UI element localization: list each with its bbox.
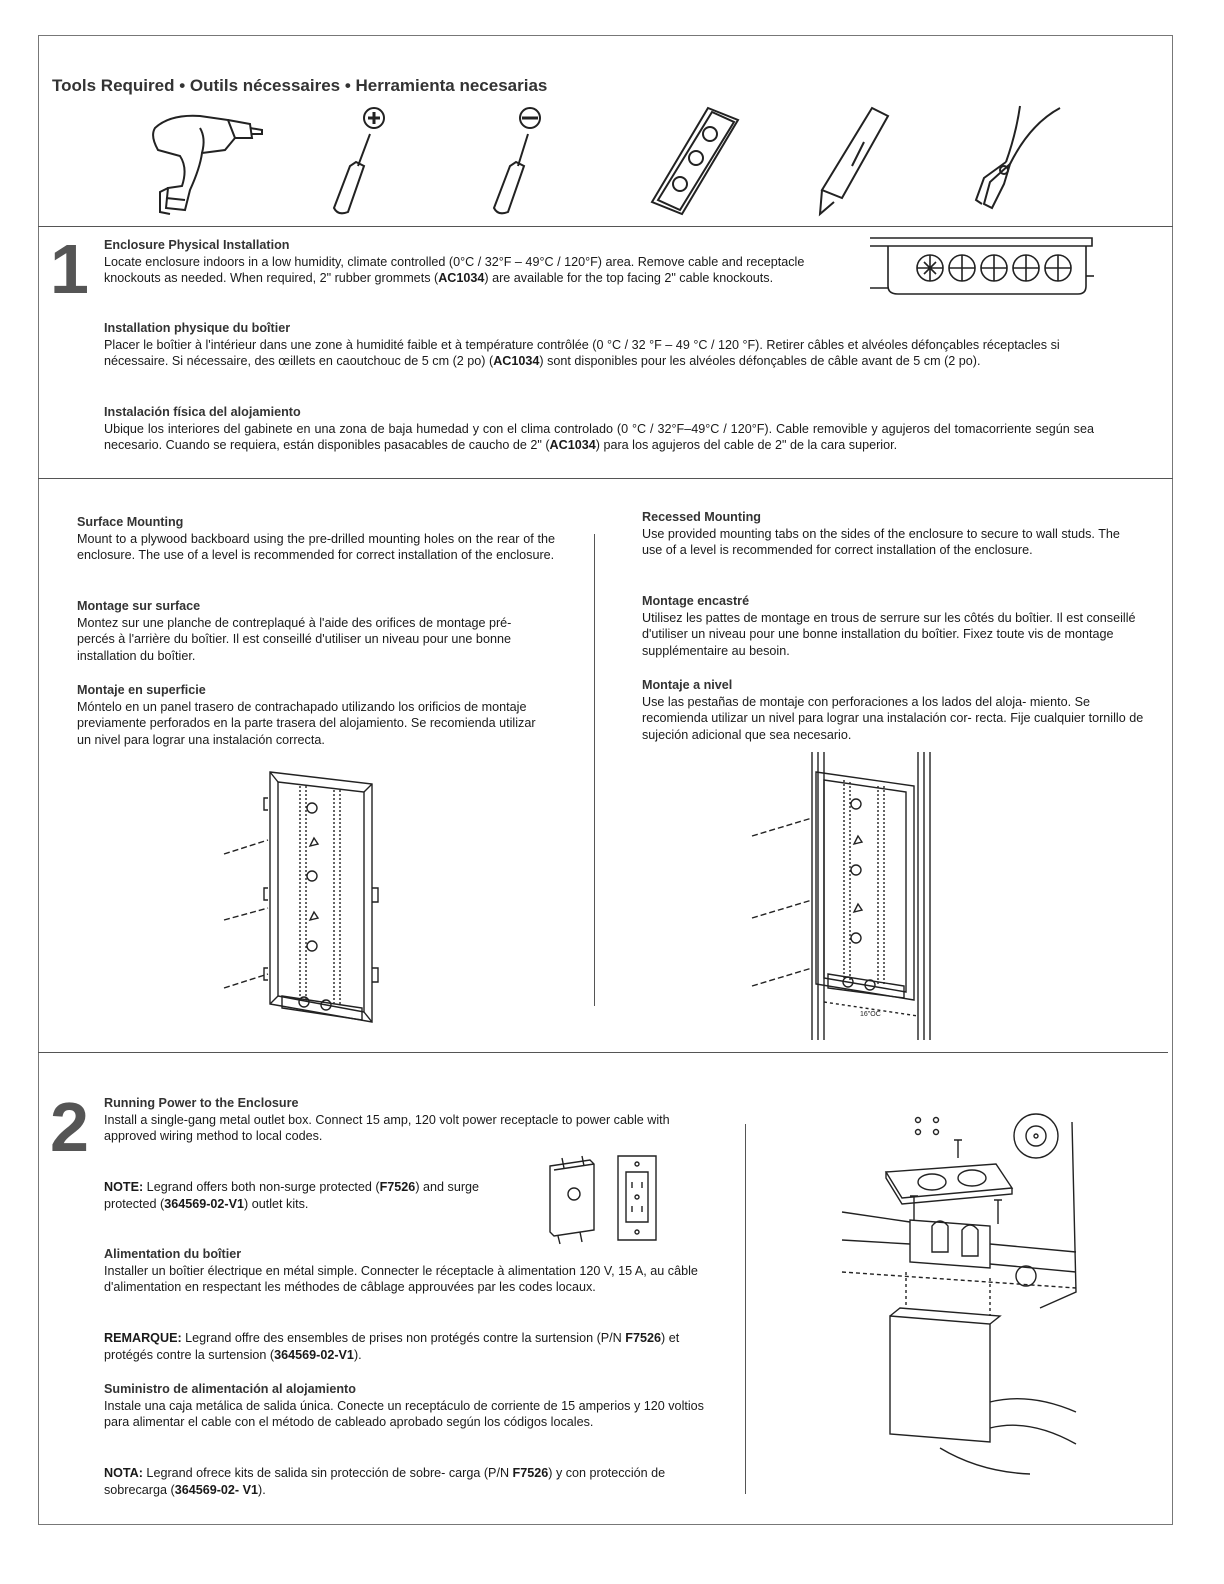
step2-body-es: Instale una caja metálica de salida única. Conecte un receptáculo de corriente de 15 amperios y 120 voltios para alimentar el cable con el método de cableado aprobado según los códigos locales. [104, 1398, 704, 1430]
step1-heading-en: Enclosure Physical Installation [104, 238, 290, 252]
surface-mounting-fr [77, 598, 547, 664]
outlet-box-illustration [544, 1152, 664, 1244]
divider-mounting-columns [594, 534, 595, 1006]
step2-nota: NOTA: Legrand ofrece kits de salida sin protección de sobre- carga (P/N F7526) y con protección de sobrecarga (364569-02- V1). [104, 1466, 666, 1497]
knockout-icons [917, 255, 1071, 281]
divider-step1 [38, 478, 1173, 479]
step1-heading-es: Instalación física del alojamiento [104, 405, 301, 419]
recessed-body-es: Use las pestañas de montaje con perforaciones a los lados del aloja- miento. Se recomienda utilizar un nivel para lograr una instalación cor- recta. Fije cualquier tornillo de sujeción adicional que sea necesario. [642, 694, 1144, 742]
surface-heading-en: Surface Mounting [77, 515, 184, 529]
surface-heading-es: Montaje en superficie [77, 683, 206, 697]
surface-mounting-es [77, 682, 537, 748]
step2-english [104, 1095, 704, 1145]
surface-heading-fr: Montage sur surface [77, 599, 201, 613]
step2-body-en: Install a single-gang metal outlet box. Connect 15 amp, 120 volt power receptacle to power cable with approved wiring method to local codes. [104, 1112, 670, 1144]
step-2-number: 2 [50, 1088, 89, 1166]
surface-body-es: Móntelo en un panel trasero de contrachapado utilizando los orificios de montaje previamente perforados en la parte trasera del alojamiento. Se recomienda utilizar un nivel para lograr una instalación correcta. [77, 699, 536, 747]
surface-mount-illustration [222, 768, 392, 1024]
recessed-mounting-fr [642, 593, 1157, 659]
step1-heading-fr: Installation physique du boîtier [104, 321, 291, 335]
tools-title: Tools Required • Outils nécessaires • Herramienta necesarias [52, 76, 548, 95]
step2-note: NOTE: Legrand offers both non-surge protected (F7526) and surge protected (364569-02-V1) outlet kits. [104, 1180, 480, 1211]
recessed-body-fr: Utilisez les pattes de montage en trous de serrure sur les côtés du boîtier. Il est conseillé d'utiliser un niveau pour une bonne installation du boîtier. Fixez toute vis de montage supplémentaire au besoin. [642, 610, 1136, 658]
step-1-number: 1 [50, 230, 89, 308]
recessed-body-en: Use provided mounting tabs on the sides of the enclosure to secure to wall studs. The use of a level is recommended for correct installation of the enclosure. [642, 526, 1120, 558]
step2-body-fr: Installer un boîtier électrique en métal simple. Connecter le réceptacle à alimentation 120 V, 15 A, au câble d'alimentation en respectant les méthodes de câblage approuvées par les codes locaux. [104, 1263, 698, 1295]
step2-heading-fr: Alimentation du boîtier [104, 1247, 242, 1261]
surface-body-fr: Montez sur une planche de contreplaqué à l'aide des orifices de montage pré-percés à l'arrière du boîtier. Il est conseillé d'utiliser un niveau pour une bonne installation du boîtier. [77, 615, 512, 663]
step2-spanish [104, 1381, 704, 1431]
flathead-screwdriver-icon [488, 104, 558, 219]
drill-icon [140, 108, 265, 218]
step2-french [104, 1246, 704, 1296]
recessed-heading-fr: Montage encastré [642, 594, 750, 608]
recessed-mounting-en [642, 509, 1122, 559]
recessed-mount-illustration [748, 752, 948, 1042]
level-icon [650, 106, 740, 216]
utility-knife-icon [812, 106, 892, 218]
divider-mounting [38, 1052, 1168, 1053]
step2-heading-es: Suministro de alimentación al alojamiento [104, 1382, 356, 1396]
divider-tools [38, 226, 1173, 227]
recessed-mounting-es [642, 677, 1147, 743]
step1-english: Enclosure Physical Installation Locate enclosure indoors in a low humidity, climate controlled (0°C / 32°F – 49°C / 120°F) area. Remove cable and receptacle knockouts as needed. When required, 2" rubber grommets (AC1034) are available for the top facing 2" cable knockouts. [104, 237, 832, 287]
phillips-screwdriver-icon [328, 104, 398, 219]
surface-body-en: Mount to a plywood backboard using the pre-drilled mounting holes on the rear of the enclosure. The use of a level is recommended for correct installation of the enclosure. [77, 531, 555, 563]
divider-step2-column [745, 1124, 746, 1494]
step1-french: Installation physique du boîtier Placer le boîtier à l'intérieur dans une zone à humidité faible et à température contrôlée (0 °C / 32 °F – 49 °C / 120 °F). Retirer câbles et alvéoles défonçables réceptacles si nécessaire. Si nécessaire, des œillets en caoutchouc de 5 cm (2 po) (AC1034) sont disponibles pour les alvéoles défonçables de câble avant de 5 cm (2 po). [104, 320, 1114, 370]
step2-heading-en: Running Power to the Enclosure [104, 1096, 299, 1110]
enclosure-knockouts-illustration [868, 236, 1096, 298]
wire-cutter-icon [970, 104, 1065, 214]
recessed-heading-es: Montaje a nivel [642, 678, 733, 692]
step2-remarque: REMARQUE: Legrand offre des ensembles de prises non protégés contre la surtension (P/N F7526) et protégés contre la surtension (364569-02-V1). [104, 1331, 680, 1362]
surface-mounting-en [77, 514, 555, 564]
recessed-heading-en: Recessed Mounting [642, 510, 761, 524]
power-receptacle-illustration [840, 1112, 1090, 1492]
stud-spacing-label: 16"OC [860, 1011, 881, 1018]
step1-spanish: Instalación física del alojamiento Ubique los interiores del gabinete en una zona de baja humedad y con el clima controlado (0 °C / 32°F–49°C / 120°F). Cable removible y agujeros del tomacorriente según sea necesario. Cuando se requiera, están disponibles pasacables de caucho de 2" (AC1034) para los agujeros del cable de 2" de la cara superior. [104, 405, 1094, 453]
